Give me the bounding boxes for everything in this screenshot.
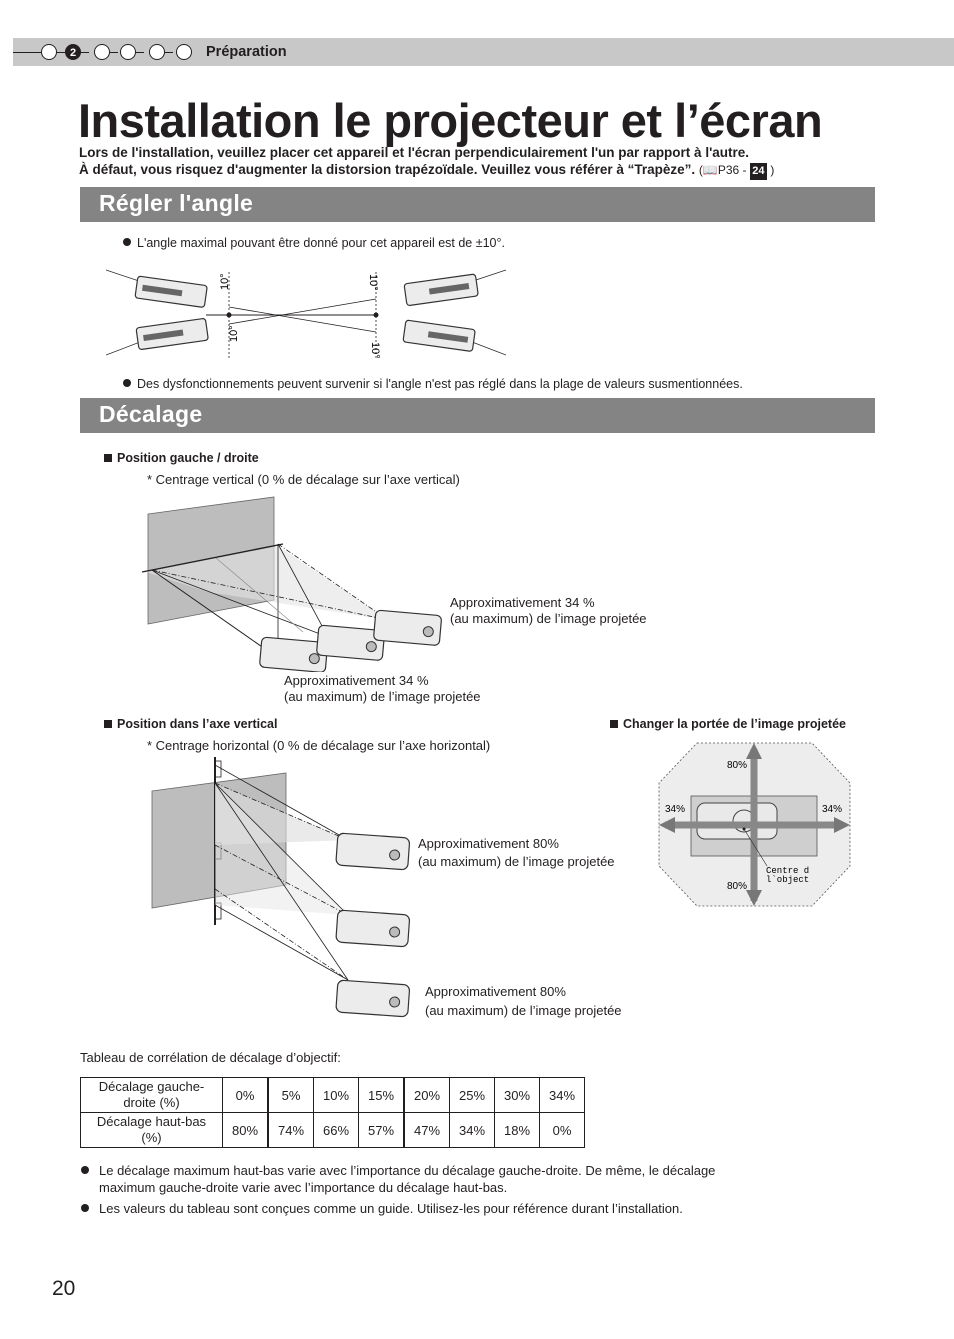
section-title-shift: Décalage [99, 401, 203, 427]
range-top-label: 80% [727, 760, 748, 771]
table-cell: 34% [450, 1113, 495, 1148]
table-cell: 20% [404, 1078, 450, 1113]
note-vertical: * Centrage horizontal (0 % de décalage sur l’axe horizontal) [147, 738, 491, 753]
bullet-dot-icon [123, 379, 131, 387]
table-row [81, 1078, 585, 1113]
note-horizontal: * Centrage vertical (0 % de décalage sur l’axe vertical) [147, 472, 460, 487]
section-bar-angle [80, 187, 875, 222]
chapter-circle-1 [41, 44, 57, 60]
table-cell: 74% [268, 1113, 314, 1148]
table-cell: 57% [359, 1113, 405, 1148]
table-cell: 0% [223, 1078, 269, 1113]
intro-text [79, 144, 879, 180]
section-label: Préparation [206, 44, 287, 60]
page-title: Installation le projecteur et l’écran [78, 94, 823, 147]
projector-bottom-right [403, 320, 475, 352]
projector-bottom [336, 980, 410, 1017]
bullet-dot-icon [123, 238, 131, 246]
angle-label-1: 10° [219, 273, 231, 290]
intro-line-1: Lors de l'installation, veuillez placer cet appareil et l'écran perpendiculairement l'un par rapport à l'autre. [79, 145, 750, 160]
range-left-label: 34% [665, 804, 686, 815]
angle-label-4: 10° [369, 342, 381, 359]
note-bullet-1: Le décalage maximum haut-bas varie avec l’importance du décalage gauche-droite. De même, le décalage maximum gauche-droite varie avec l’importance du décalage haut-bas. [81, 1162, 715, 1196]
table-row [81, 1113, 585, 1148]
bullet-dot-icon [81, 1204, 89, 1212]
angle-label-2: 10° [228, 325, 240, 342]
angle-bullet-1: L'angle maximal pouvant être donné pour cet appareil est de ±10°. [123, 236, 505, 251]
square-bullet-icon [610, 720, 618, 728]
heading-range: Changer la portée de l’image projetée [610, 717, 846, 731]
reference-book-icon: (📖P36 - [698, 163, 747, 177]
range-bottom-label: 80% [727, 881, 748, 892]
chapter-line [13, 52, 41, 53]
section-title-angle: Régler l'angle [99, 190, 254, 216]
projector-top-right [404, 274, 478, 306]
chapter-circle-3 [94, 44, 110, 60]
table-cell: 18% [495, 1113, 540, 1148]
projector-bottom-left [136, 318, 208, 350]
square-bullet-icon [104, 454, 112, 462]
table-cell: 0% [540, 1113, 585, 1148]
table-cell: 10% [314, 1078, 359, 1113]
chapter-circle-5 [149, 44, 165, 60]
angle-diagram [106, 262, 506, 364]
projector-middle [336, 910, 410, 947]
table-cell: 15% [359, 1078, 405, 1113]
correlation-table [80, 1077, 585, 1148]
table-cell: 30% [495, 1078, 540, 1113]
heading-horizontal-shift: Position gauche / droite [104, 451, 259, 465]
table-cell: 66% [314, 1113, 359, 1148]
caption-v-top: Approximativement 80% (au maximum) de l’image projetée [418, 836, 615, 869]
table-cell: 25% [450, 1078, 495, 1113]
row-header-horizontal: Décalage gauche- droite (%) [81, 1078, 223, 1113]
heading-vertical-shift: Position dans l’axe vertical [104, 717, 277, 731]
center-label-1: Centre d [766, 866, 810, 876]
chapter-circle-2-active: 2 [65, 44, 81, 60]
table-cell: 47% [404, 1113, 450, 1148]
row-header-vertical: Décalage haut-bas (%) [81, 1113, 223, 1148]
bullet-dot-icon [81, 1166, 89, 1174]
intro-line-2: À défaut, vous risquez d'augmenter la distorsion trapézoïdale. Veuillez vous référer à “Trapèze”. (📖P36 - 24 ) [79, 161, 879, 180]
projector-right [373, 610, 441, 646]
range-diagram [657, 741, 852, 908]
chapter-circle-6 [176, 44, 192, 60]
chapter-circle-4 [120, 44, 136, 60]
caption-h-right: Approximativement 34 % (au maximum) de l’image projetée [450, 595, 647, 626]
vertical-shift-diagram [148, 755, 418, 1025]
section-bar-shift [80, 398, 875, 433]
center-label-2: l`object [766, 875, 810, 885]
table-caption: Tableau de corrélation de décalage d’objectif: [80, 1050, 341, 1065]
range-right-label: 34% [822, 804, 843, 815]
projector-top-left [135, 276, 207, 308]
reference-page-box: 24 [750, 163, 766, 180]
projector-top [336, 833, 410, 870]
angle-label-3: 10° [367, 274, 379, 291]
table-cell: 5% [268, 1078, 314, 1113]
note-bullet-2: Les valeurs du tableau sont conçues comme un guide. Utilisez-les pour référence durant l’installation. [81, 1201, 683, 1216]
caption-h-bottom: Approximativement 34 % (au maximum) de l’image projetée [284, 673, 481, 704]
square-bullet-icon [104, 720, 112, 728]
caption-v-bottom: Approximativement 80% (au maximum) de l’image projetée [425, 984, 622, 1018]
table-cell: 80% [223, 1113, 269, 1148]
horizontal-shift-diagram [138, 492, 448, 672]
angle-bullet-2: Des dysfonctionnements peuvent survenir si l'angle n'est pas réglé dans la plage de valeurs susmentionnées. [123, 377, 743, 392]
page-number: 20 [52, 1277, 76, 1300]
table-cell: 34% [540, 1078, 585, 1113]
